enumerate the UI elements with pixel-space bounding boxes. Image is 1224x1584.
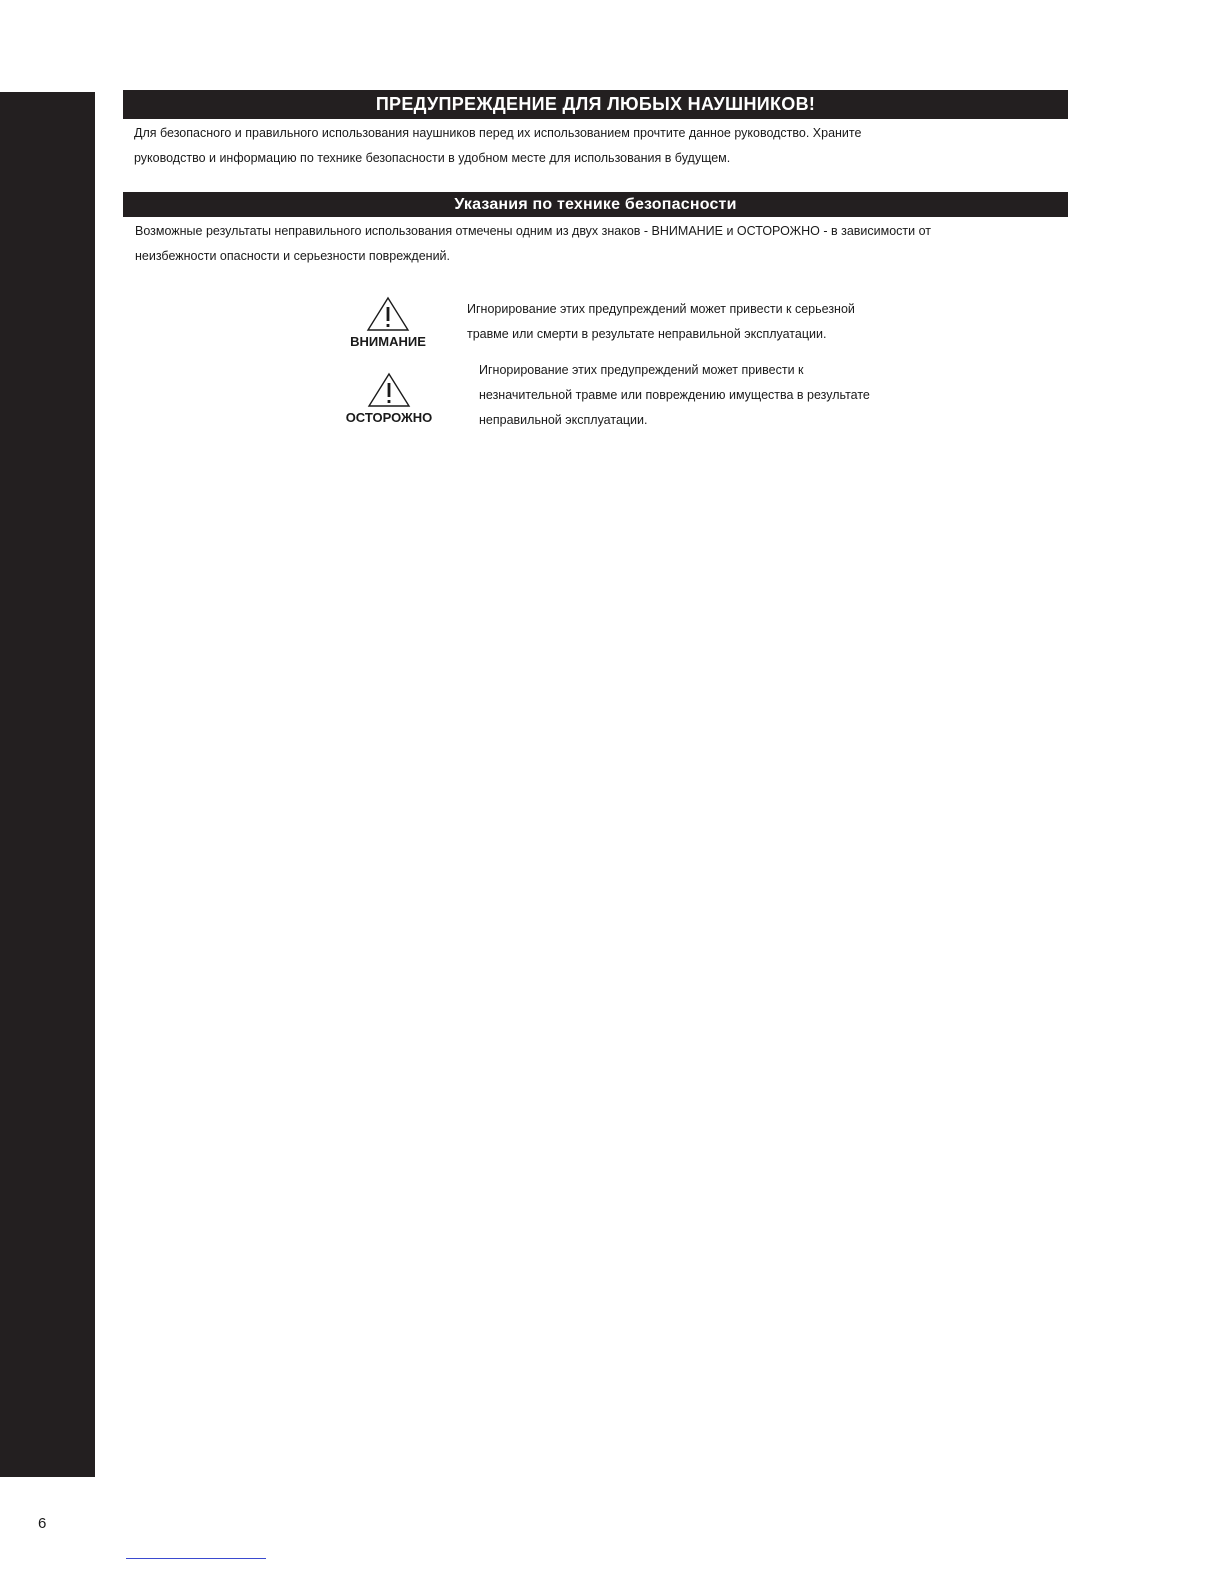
page-number: 6 [38, 1515, 47, 1532]
side-tab-bar [0, 92, 95, 1477]
caution-label: ОСТОРОЖНО [345, 410, 433, 425]
warning-triangle-icon [367, 372, 411, 408]
intro-line: Для безопасного и правильного использования наушников перед их использованием прочтите данное руководство. Храните [134, 126, 862, 140]
safety-instructions-banner [123, 192, 1068, 217]
safety-line: неизбежности опасности и серьезности повреждений. [135, 249, 451, 263]
caution-description [479, 358, 949, 433]
footer-divider [126, 1558, 266, 1559]
main-warning-banner [123, 90, 1068, 119]
warning-description [467, 297, 937, 347]
warning-triangle-icon [366, 296, 410, 332]
safety-paragraph [135, 219, 1065, 269]
safety-instructions-title: Указания по технике безопасности [454, 196, 737, 213]
warning-label: ВНИМАНИЕ [350, 334, 426, 349]
warning-description-line: Игнорирование этих предупреждений может привести к серьезной [467, 302, 855, 316]
warning-sign [338, 296, 438, 349]
main-warning-title: ПРЕДУПРЕЖДЕНИЕ ДЛЯ ЛЮБЫХ НАУШНИКОВ! [375, 94, 816, 114]
intro-line: руководство и информацию по технике безопасности в удобном месте для использования в будущем. [134, 151, 731, 165]
intro-paragraph [134, 121, 1034, 171]
caution-description-line: незначительной травме или повреждению имущества в результате [479, 388, 870, 402]
caution-sign [334, 372, 444, 425]
safety-line: Возможные результаты неправильного использования отмечены одним из двух знаков - ВНИМАНИЕ и ОСТОРОЖНО - в зависимости от [135, 224, 932, 238]
caution-description-line: Игнорирование этих предупреждений может привести к [479, 363, 804, 377]
warning-description-line: травме или смерти в результате неправильной эксплуатации. [467, 327, 827, 341]
caution-description-line: неправильной эксплуатации. [479, 413, 648, 427]
